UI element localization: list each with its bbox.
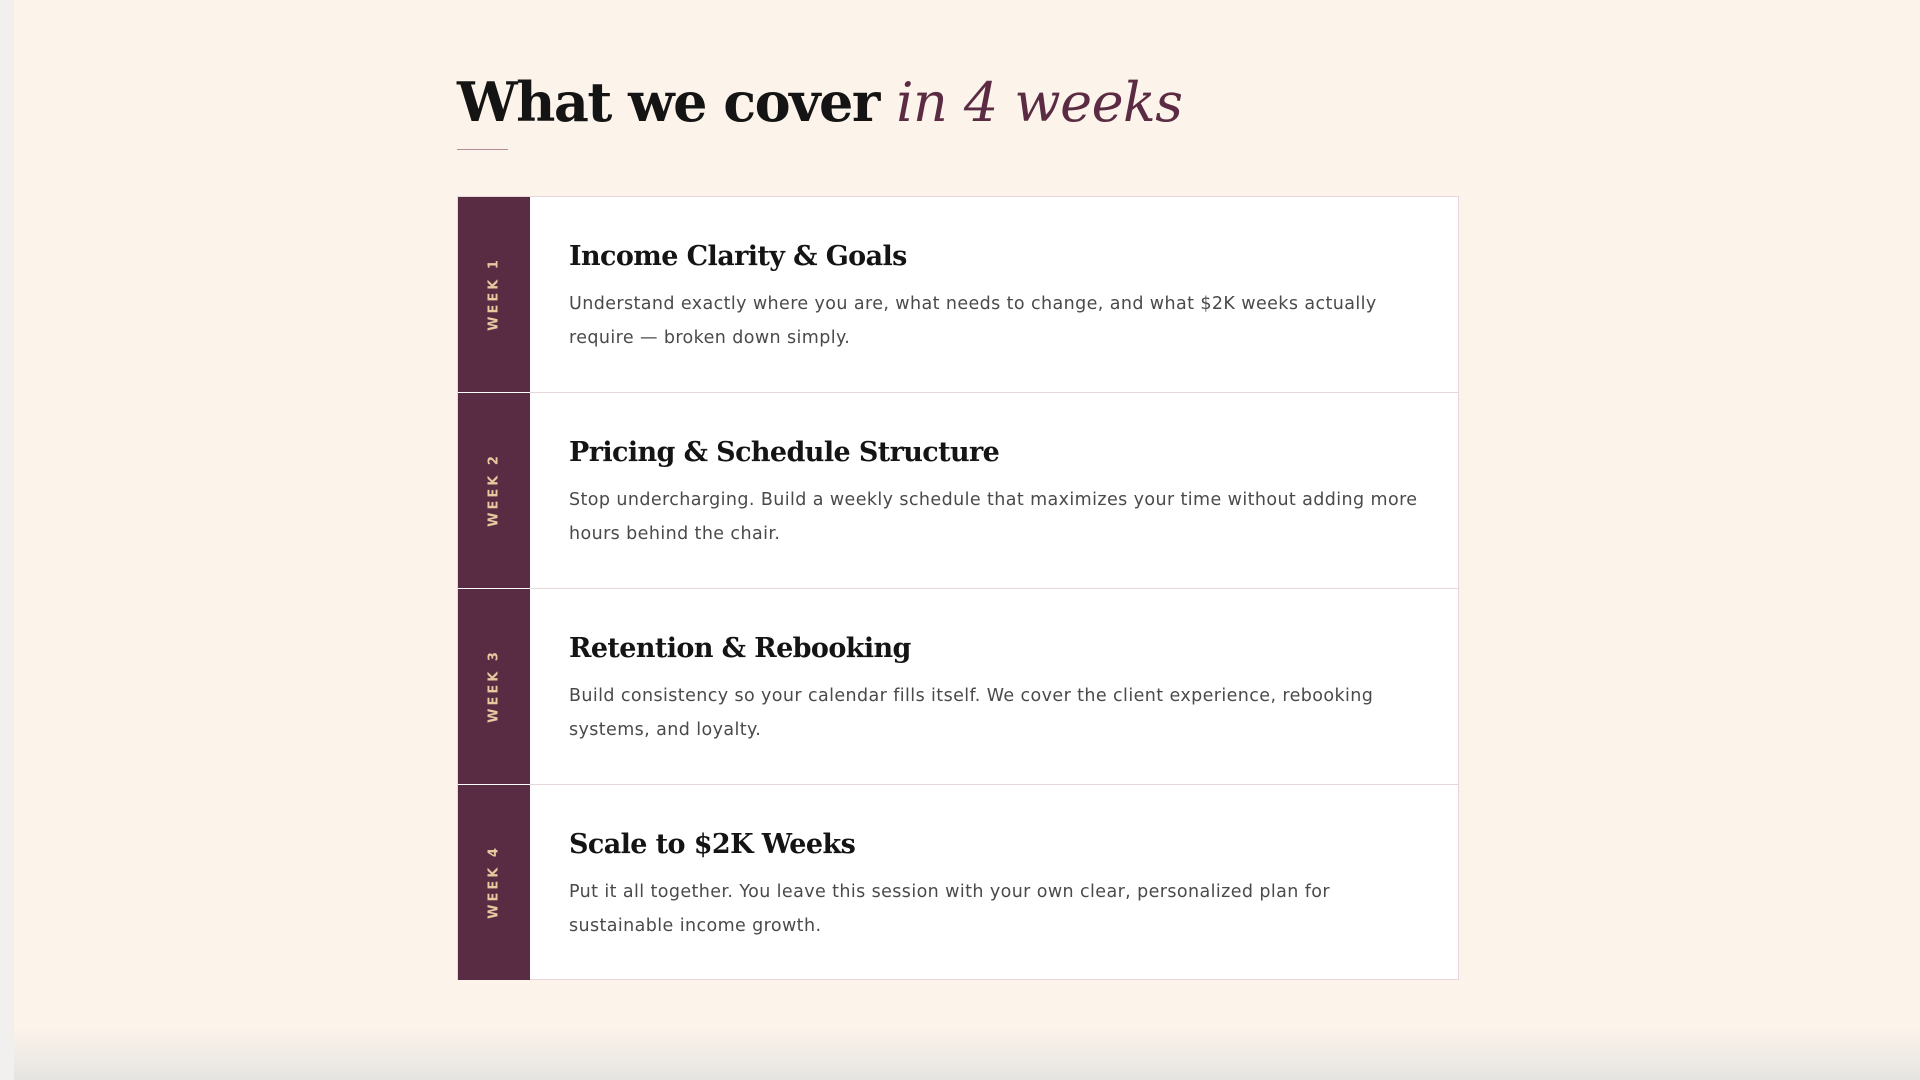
week-tab-4 [458,785,530,980]
section-heading-main: What we cover [457,70,879,134]
week-tab-label: WEEK 1 [486,257,502,331]
week-tab-1 [458,197,530,392]
week-row-3 [458,588,1458,784]
week-title: Income Clarity & Goals [569,241,907,272]
week-tab-2 [458,393,530,588]
week-tab-3 [458,589,530,784]
week-tab-label: WEEK 3 [486,649,502,723]
week-row-2 [458,392,1458,588]
week-description: Stop undercharging. Build a weekly schedule that maximizes your time without adding more hours behind the chair. [569,490,1418,544]
section-heading-accent: in 4 weeks [896,71,1183,134]
week-row-1 [458,197,1458,392]
page-bottom-edge [14,1028,1920,1080]
heading-divider [457,149,508,150]
week-tab-label: WEEK 4 [486,845,502,919]
week-row-4 [458,784,1458,980]
week-title: Pricing & Schedule Structure [569,437,1000,468]
week-description: Understand exactly where you are, what needs to change, and what $2K weeks actually require — broken down simply. [569,294,1377,348]
week-list [457,196,1459,980]
section-heading [457,66,1183,139]
week-tab-label: WEEK 2 [486,453,502,527]
week-description: Build consistency so your calendar fills itself. We cover the client experience, rebooking systems, and loyalty. [569,686,1374,740]
week-description: Put it all together. You leave this session with your own clear, personalized plan for sustainable income growth. [569,882,1330,936]
week-title: Retention & Rebooking [569,633,911,664]
week-title: Scale to $2K Weeks [569,829,856,860]
